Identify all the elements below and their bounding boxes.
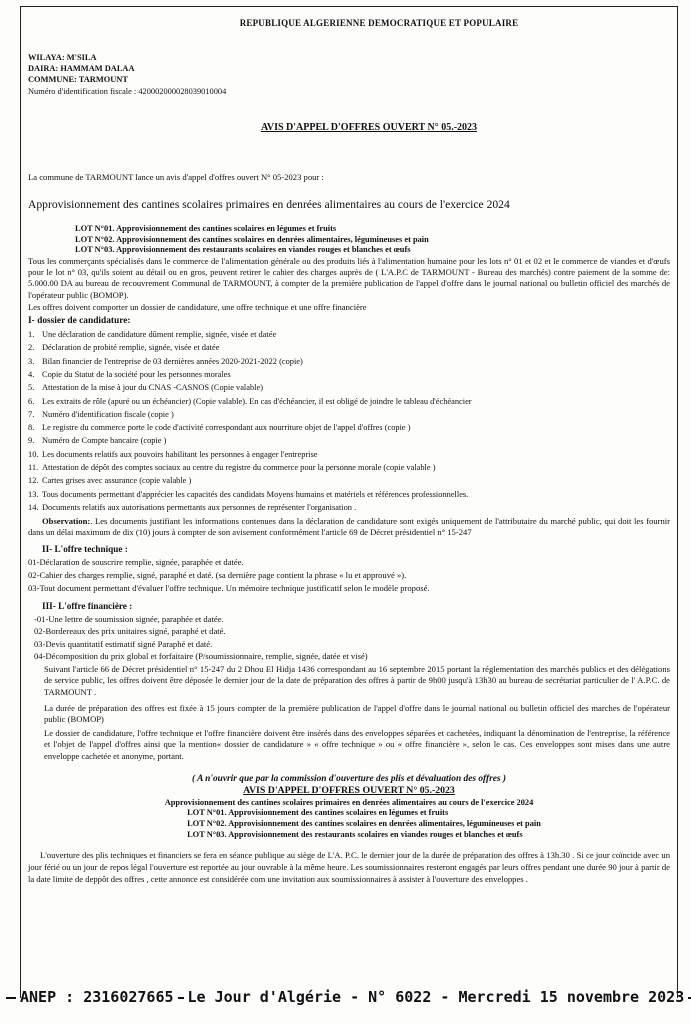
merchants-paragraph: Tous les commerçants spécialisés dans le commerce de l'alimentation générale ou des produits liés à l'alimentation humaine pour les lots n° 01 et 02 et le commerce de viandes et d'œufs pour le lot n° 03, qu'ils soient au détail ou en gros, peuvent retirer le cahier des charges auprès de ( L'A.P.C de TARMOUNT - Bureau des marchés) contre paiement de la somme de: 5.000.00 DA au bureau de recouvrement Communal de TARMOUNT, à compter de la première publication de l'appel d'offre dans le journal national ou bulletin officiel des marchés de l'opérateur public (BOMOP). bbox=[28, 256, 670, 300]
list-item: 13. Tous documents permettant d'apprécier les capacités des candidats Moyens humains et matériels et références professionnelles. bbox=[28, 489, 469, 499]
envelope-label-block bbox=[28, 773, 670, 842]
list-item: 14. Documents relatifs aux autorisations permettants aux personnes de représenter l'organisation . bbox=[28, 502, 357, 512]
duration-paragraph: La durée de préparation des offres est fixée à 15 jours compter de la première publication de l'appel d'offre dans le journal national ou bulletin officiel des marches de l'opérateur public (BOMOP) bbox=[44, 702, 670, 725]
republic-header: REPUBLIQUE ALGERIENNE DEMOCRATIQUE ET POPULAIRE bbox=[239, 18, 519, 28]
list-item: 03-Devis quantitatif estimatif signé Paraphé et daté. bbox=[34, 638, 213, 649]
list-item: 2. Déclaration de probité remplie, signée, visée et datée bbox=[28, 343, 220, 353]
list-item: 5. Attestation de la mise à jour du CNAS -CASNOS (Copie valable) bbox=[28, 383, 263, 393]
offers-paragraph: Les offres doivent comporter un dossier de candidature, une offre technique et une offre financière bbox=[28, 301, 367, 312]
daira-line: DAIRA: HAMMAM DALAA bbox=[28, 64, 135, 74]
wilaya-line: WILAYA: M'SILA bbox=[28, 52, 97, 62]
lot-item: LOT N°02. Approvisionnement des cantines scolaires en denrées alimentaires, légumineuses et pain bbox=[187, 819, 541, 829]
tender-object: Approvisionnement des cantines scolaires primaires en denrées alimentaires au cours de l'exercice 2024 bbox=[28, 198, 510, 212]
list-item: 3. Bilan financier de l'entreprise de 03 dernières années 2020-2021-2022 (copie) bbox=[28, 356, 303, 366]
list-item: 03-Tout document permettant d'évaluer l'offre technique. Un mémoire technique justificatif selon le modèle proposé. bbox=[28, 583, 430, 594]
list-item: 9. Numéro de Compte bancaire (copie ) bbox=[28, 436, 167, 446]
observation-text: . Les documents justifiant les informations contenues dans la déclaration de candidature sont exigés uniquement de l'attributaire du marché public, qui doit les fournir dans un délai maximum de dix (10) jours à compter de son avisement conformément l'article 69 de Décret présidentiel n° 15-247 bbox=[28, 516, 670, 538]
section-financial-title: III- L'offre financière : bbox=[42, 601, 133, 612]
technical-list bbox=[28, 556, 670, 595]
envelope-object: Approvisionnement des cantines scolaires primaires en denrées alimentaires au cours de l'exercice 2024 bbox=[164, 797, 534, 807]
deposit-paragraph: Suivant l'article 66 de Décret présidentiel n° 15-247 du 2 Dhou El Hidja 1436 correspondant au 16 septembre 2015 portant la réglementation des marchés publics et des délégations de service public, les offres doivent être déposée le dernier jour de la date de préparation des offres à partir de 9h00 jusqu'à 13h30 au bureau de secrétariat particulier de l' A.P.C. de TARMOUNT . bbox=[44, 663, 670, 697]
list-item: 8. Le registre du commerce porte le code d'activité correspondant aux nourriture objet de l'appel d'offres (copie ) bbox=[28, 423, 411, 433]
lot-item: LOT N°01. Approvisionnement des cantines scolaires en légumes et fruits bbox=[187, 808, 449, 818]
list-item: 1. Une déclaration de candidature dûment remplie, signée, visée et datée bbox=[28, 330, 277, 340]
observation-paragraph bbox=[28, 516, 670, 538]
list-item: -01-Une lettre de soumission signée, paraphée et datée. bbox=[34, 613, 224, 624]
list-item: 01-Déclaration de souscrire remplie, signée, paraphée et datée. bbox=[28, 557, 244, 568]
candidature-list bbox=[28, 328, 670, 514]
notice-title: AVIS D'APPEL D'OFFRES OUVERT N° 05.-2023 bbox=[260, 122, 478, 134]
envelope-title: AVIS D'APPEL D'OFFRES OUVERT N° 05.-2023 bbox=[243, 784, 455, 796]
publication-info: Le Jour d'Algérie - N° 6022 - Mercredi 15 novembre 2023 bbox=[187, 988, 685, 1007]
publication-footer bbox=[6, 986, 684, 1010]
financial-list bbox=[28, 613, 670, 663]
list-item: 02-Bordereaux des prix unitaires signé, paraphé et daté. bbox=[34, 626, 226, 637]
footer-rule-left bbox=[6, 997, 16, 999]
lot-item: LOT N°03. Approvisionnement des restaurants scolaires en viandes rouges et blanches et œufs bbox=[187, 830, 523, 840]
list-item: 10. Les documents relatifs aux pouvoirs habilitant les personnes à engager l'entreprise bbox=[28, 449, 318, 459]
lot-item: LOT N°03. Approvisionnement des restaurants scolaires en viandes rouges et blanches et œufs bbox=[75, 244, 411, 254]
envelope-note: ( A n'ouvrir que par la commission d'ouverture des plis et dévaluation des offres ) bbox=[191, 773, 507, 784]
commune-line: COMMUNE: TARMOUNT bbox=[28, 75, 128, 85]
list-item: 4. Copie du Statut de la société pour les personnes morales bbox=[28, 369, 231, 379]
intro-line: La commune de TARMOUNT lance un avis d'appel d'offres ouvert N° 05-2023 pour : bbox=[28, 172, 324, 183]
list-item: 12. Cartes grises avec assurance (copie valable ) bbox=[28, 476, 192, 486]
envelopes-paragraph: Le dossier de candidature, l'offre technique et l'offre financière doivent être insérés dans des enveloppes séparées et cachetées, indiquant la dénomination de l'entreprise, la référence et l'objet de l'appel d'offres ainsi que la mention« dossier de candidature » « offre technique » ou « offre financière », selon le cas. Ces enveloppes sont mises dans une autre enveloppe cachetée et anonyme, portant. bbox=[44, 727, 670, 761]
envelope-lots bbox=[187, 808, 541, 841]
notice-content bbox=[28, 18, 670, 885]
observation-label: Observation: bbox=[42, 516, 91, 527]
closing-paragraph: L'ouverture des plis techniques et financiers se fera en séance publique au siège de L'A. P.C. le dernier jour de la durée de préparation des offres à 13h.30 . Si ce jour coïncide avec un jour férié ou un jour de repos légal l'ouverture est reportée au jour ouvrable à la même heure. Les soumissionnaires resteront engagés par leurs offres pendant une durée 90 jour à partir de la date limite de deppôt des offres , cette annonce est considérée com une invitation aux soumissionnaires à assister à l'ouverture des enveloppes . bbox=[28, 850, 670, 885]
list-item: 6. Les extraits de rôle (apuré ou un échéancier) (Copie valable). En cas d'échéancier, il est obligé de joindre le tableau d'échéancier bbox=[28, 396, 472, 406]
lots-list bbox=[75, 224, 670, 255]
list-item: 7. Numéro d'identification fiscale (copie ) bbox=[28, 409, 174, 419]
list-item: 04-Décomposition du prix global et forfaitaire (P/soumissionnaire, remplie, signée, datée et visé) bbox=[34, 651, 368, 662]
section-candidature-title: I- dossier de candidature: bbox=[28, 315, 131, 326]
section-technical-title: II- L'offre technique : bbox=[42, 544, 128, 555]
lot-item: LOT N°02. Approvisionnement des cantines scolaires en denrées alimentaires, légumineuses et pain bbox=[75, 234, 429, 244]
list-item: 11. Attestation de dépôt des comptes sociaux au centre du registre du commerce pour la personne morale (copie valable ) bbox=[28, 462, 436, 472]
anep-number: ANEP : 2316027665 bbox=[20, 988, 174, 1007]
list-item: 02-Cahier des charges remplie, signé, paraphé et daté. (sa dernière page contient la phrase « lu et approuvé »). bbox=[28, 570, 407, 581]
administrative-info bbox=[28, 52, 670, 97]
lot-item: LOT N°01. Approvisionnement des cantines scolaires en légumes et fruits bbox=[75, 224, 337, 234]
fiscal-id-line: Numéro d'identification fiscale : 420002000028039010004 bbox=[28, 86, 227, 96]
